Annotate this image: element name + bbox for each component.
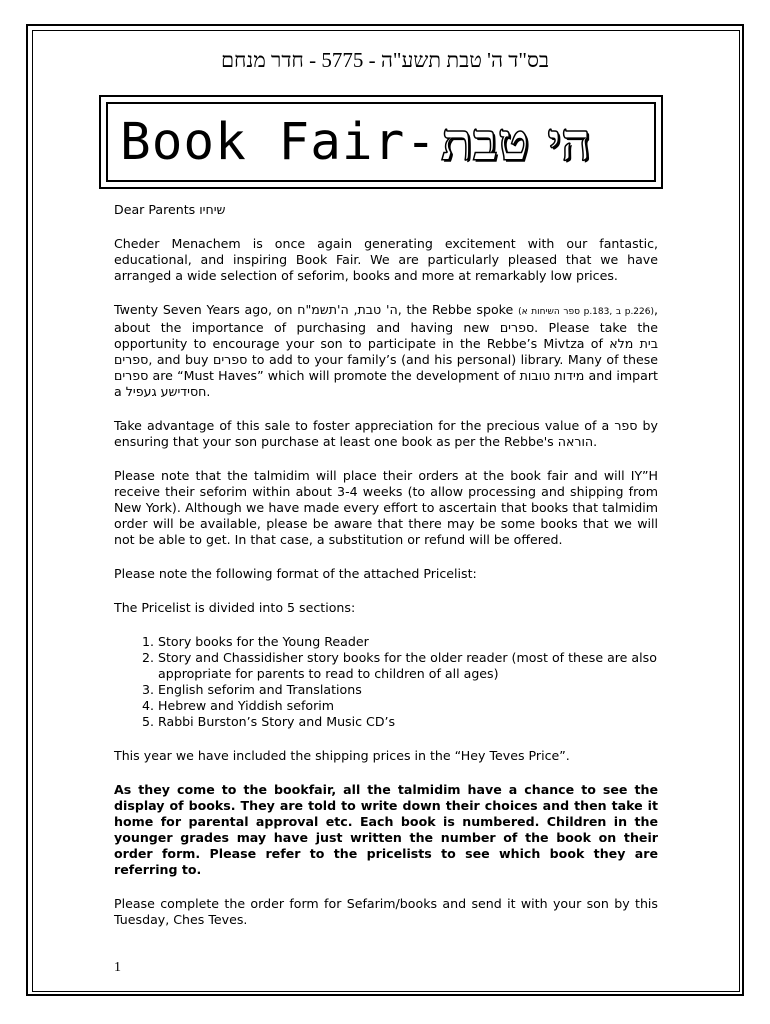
text-segment: are “Must Haves” which will promote the development of: [148, 368, 520, 383]
sections-list: [114, 634, 658, 730]
hebrew-word: ספרים: [114, 368, 149, 383]
hebrew-phrase: בית מלא ספרים: [114, 336, 658, 367]
list-item: 3. English seforim and Translations: [158, 682, 658, 698]
paragraph-orders: Please note that the talmidim will place their orders at the book fair and will IY”H receive their seforim within about 3-4 weeks (to allow processing and shipping from New York). Although we have made every effort to ascertain that books that talmidim order will be available, please be aware that there may be some books that we will not be able to get. In that case, a substitution or refund will be offered.: [114, 468, 658, 547]
hebrew-phrase: חסידישע געפיל: [125, 384, 207, 399]
title-hebrew: הי טבת: [441, 111, 591, 173]
paragraph-format: Please note the following format of the attached Pricelist:: [114, 566, 477, 581]
text-segment: and impart a: [114, 368, 658, 399]
text-segment: by ensuring that your son purchase at least one book as per the Rebbe's: [114, 418, 658, 449]
title-banner: [99, 95, 663, 189]
hebrew-date: ה' טבת, ה'תשמ"ח: [297, 302, 398, 317]
list-item: 4. Hebrew and Yiddish seforim: [158, 698, 658, 714]
text-segment: , the Rebbe spoke: [397, 302, 519, 317]
title-english: Book Fair-: [120, 112, 438, 172]
text-segment: Take advantage of this sale to foster appreciation for the precious value of a: [114, 418, 615, 433]
text-segment: , about the importance of purchasing and having new: [114, 302, 659, 335]
text-segment: .: [593, 434, 598, 449]
paragraph-intro: Cheder Menachem is once again generating excitement with our fantastic, educational, and inspiring Book Fair. We are particularly pleased that we have arranged a wide selection of seforim, books and more at remarkably low prices.: [114, 236, 658, 283]
list-item: 1. Story books for the Young Reader: [158, 634, 658, 650]
greeting-text: Dear Parents: [114, 202, 196, 217]
paragraph-order-form: Please complete the order form for Sefarim/books and send it with your son by this Tuesday, Ches Teves.: [114, 896, 658, 927]
hebrew-header: בס"ד ה' טבת תשע"ה - 5775 - חדר מנחם: [220, 48, 550, 72]
hebrew-word: ספר: [614, 418, 638, 433]
title-banner-inner: [106, 102, 656, 182]
page-number: 1: [114, 960, 121, 975]
paragraph-bookfair-instructions: As they come to the bookfair, all the talmidim have a chance to see the display of books. They are told to write down their choices and then take it home for parental approval etc. Each book is numbered. Children in the younger grades may have just written the number of the book on their order form. Please refer to the pricelists to see which book they are referring to.: [114, 782, 658, 877]
text-segment: to add to your family’s (and his personal) library. Many of these: [247, 352, 659, 367]
text-segment: Twenty Seven Years ago, on: [114, 302, 298, 317]
hebrew-word: ספרים: [213, 352, 248, 367]
hebrew-word: ספרים: [499, 320, 535, 335]
text-segment: . Please take the opportunity to encourage your son to participate in the Rebbe’s Mivtza of: [114, 320, 659, 351]
text-segment: , and buy: [148, 352, 213, 367]
source-reference: (ספר השיחות א p.183, ב p.226): [518, 307, 654, 317]
paragraph-shipping: This year we have included the shipping prices in the “Hey Teves Price”.: [114, 748, 570, 763]
hebrew-word: הוראה: [557, 434, 594, 449]
greeting-hebrew: שיחיו: [199, 202, 226, 217]
paragraph-sections-intro: The Pricelist is divided into 5 sections:: [114, 600, 356, 615]
greeting: [114, 202, 658, 218]
letter-body: [114, 202, 658, 946]
text-segment: .: [206, 384, 211, 399]
list-item: 2. Story and Chassidisher story books for the older reader (most of these are also appropriate for parents to read to children of all ages): [158, 650, 658, 682]
list-item: 5. Rabbi Burston’s Story and Music CD’s: [158, 714, 658, 730]
hebrew-phrase: מידות טובות: [519, 368, 585, 383]
paragraph-advantage: [114, 418, 658, 450]
paragraph-rebbe: [114, 302, 658, 400]
